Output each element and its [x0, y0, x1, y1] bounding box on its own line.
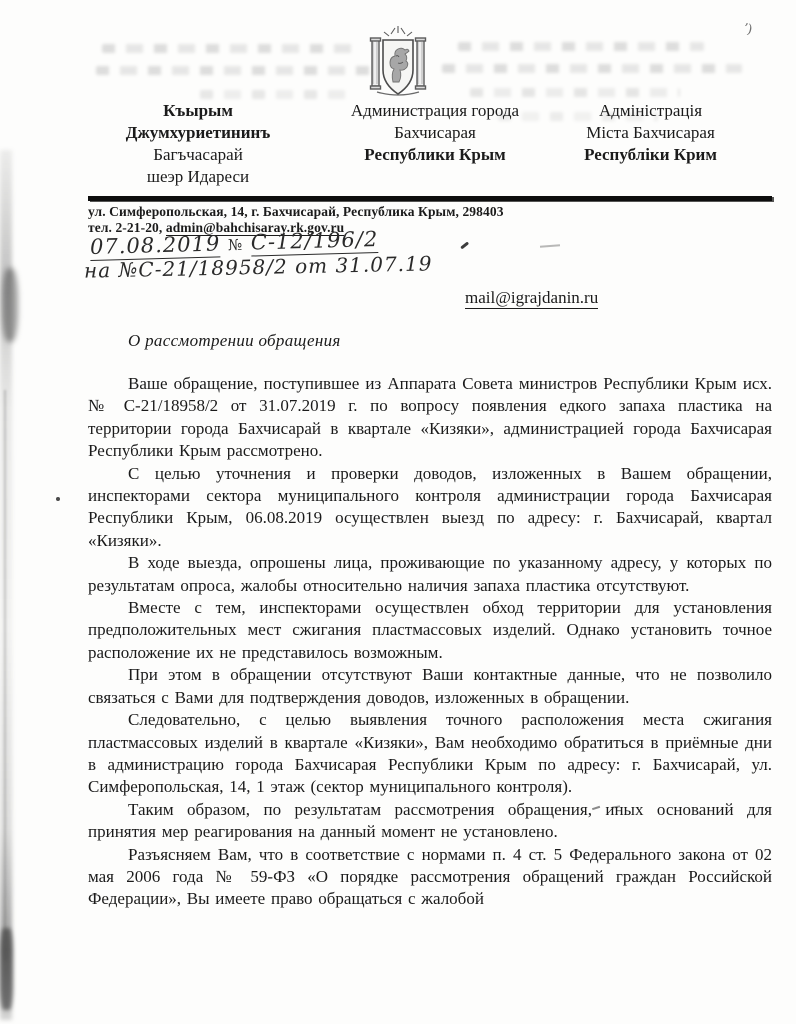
- sender-email: admin@bahchisaray.rk.gov.ru: [165, 220, 345, 235]
- letterhead-ukrainian: [548, 100, 753, 166]
- body-paragraph: Вместе с тем, инспекторами осуществлен обход территории для установления предположительных мест сжигания пластмассовых изделий. Однако установить точное расположение их не представилось возможным.: [88, 598, 772, 662]
- crimea-coat-of-arms-icon: [367, 26, 429, 102]
- bleed-through-text: [442, 64, 742, 73]
- letterhead-line: Республіки Крим: [584, 145, 717, 164]
- pen-mark: [460, 241, 469, 249]
- letterhead-line: Къырым: [163, 101, 233, 120]
- pen-mark: [540, 244, 560, 247]
- recipient-email: mail@igrajdanin.ru: [465, 288, 599, 307]
- letterhead-line: шеэр Идареси: [146, 167, 250, 186]
- letterhead-russian: [330, 100, 540, 166]
- bleed-through-text: [200, 90, 350, 99]
- letterhead-line: Бахчисарая: [394, 123, 476, 142]
- handwritten-incoming-reference: на №С-21/18958/2 от 31.07.19: [83, 251, 433, 283]
- phone-number: тел. 2-21-20,: [88, 220, 166, 235]
- number-sign: №: [227, 235, 244, 255]
- body-paragraph: Ваше обращение, поступившее из Аппарата Совета министров Республики Крым исх. № С-21/18958/2 от 31.07.2019 г. по вопросу появления едкого запаха пластика на территории города Бахчисарай в квартале «Кизяки», администрацией города Бахчисарая Республики Крым рассмотрено.: [88, 374, 772, 461]
- bleed-through-text: [102, 44, 360, 53]
- body-paragraph: С целью уточнения и проверки доводов, изложенных в Вашем обращении, инспекторами сектора муниципального контроля администрации города Бахчисарая Республики Крым, 06.08.2019 осуществлен выезд по адресу: г. Бахчисарай, квартал «Кизяки».: [88, 463, 772, 550]
- letterhead-crimean-tatar: [88, 100, 308, 188]
- letterhead-line: Міста Бахчисарая: [586, 123, 715, 142]
- letterhead-line: Джумхуриетининъ: [125, 123, 271, 142]
- body-paragraph: Таким образом, по результатам рассмотрения обращения, иных оснований для принятия мер реагирования на данный момент не установлено.: [88, 799, 772, 842]
- body-paragraph: В ходе выезда, опрошены лица, проживающие по указанному адресу, у которых по результатам опроса, жалобы относительно наличия запаха пластика отсутствуют.: [88, 553, 772, 595]
- outgoing-number: С-12/196/2: [250, 226, 379, 255]
- bleed-through-text: [96, 66, 378, 75]
- letter-body: [88, 373, 772, 911]
- scan-fold-line: [4, 390, 6, 960]
- scan-blotch: [0, 928, 13, 1010]
- letter-subject: О рассмотрении обращения: [128, 331, 341, 350]
- body-paragraph: Следовательно, с целью выявления точного расположения места сжигания пластмассовых изделий в квартале «Кизяки», Вам необходимо обратиться в приёмные дни в администрацию города Бахчисарая Республики Крым по адресу: г. Бахчисарай, ул. Симферопольская, 14, 1 этаж (сектор муниципального контроля).: [88, 710, 772, 797]
- bleed-through-text: [458, 42, 704, 51]
- body-paragraph: Разъясняем Вам, что в соответствие с нормами п. 4 ст. 5 Федерального закона от 02 мая 2006 года № 59-ФЗ «О порядке рассмотрения обращений граждан Российской Федерации», Вы имеете право обращаться с жалобой: [88, 844, 772, 909]
- scan-speck: [56, 497, 60, 501]
- letterhead-line: Адміністрація: [598, 101, 703, 120]
- letterhead-line: Багъчасарай: [153, 145, 243, 164]
- outgoing-date: 07.08.2019: [89, 231, 221, 260]
- letterhead-divider: [88, 196, 772, 201]
- body-paragraph: При этом в обращении отсутствуют Ваши контактные данные, что не позволило связаться с Вами для подтверждения доводов, изложенных в обращении.: [88, 665, 772, 707]
- letterhead-line: Администрация города: [350, 101, 520, 120]
- letterhead-line: Республики Крым: [364, 145, 506, 164]
- scan-blotch: [2, 268, 18, 342]
- postal-address: ул. Симферопольская, 14, г. Бахчисарай, Республика Крым, 298403: [88, 204, 504, 219]
- bleed-through-text: [470, 88, 680, 97]
- scan-corner-mark: ʼ): [741, 21, 754, 38]
